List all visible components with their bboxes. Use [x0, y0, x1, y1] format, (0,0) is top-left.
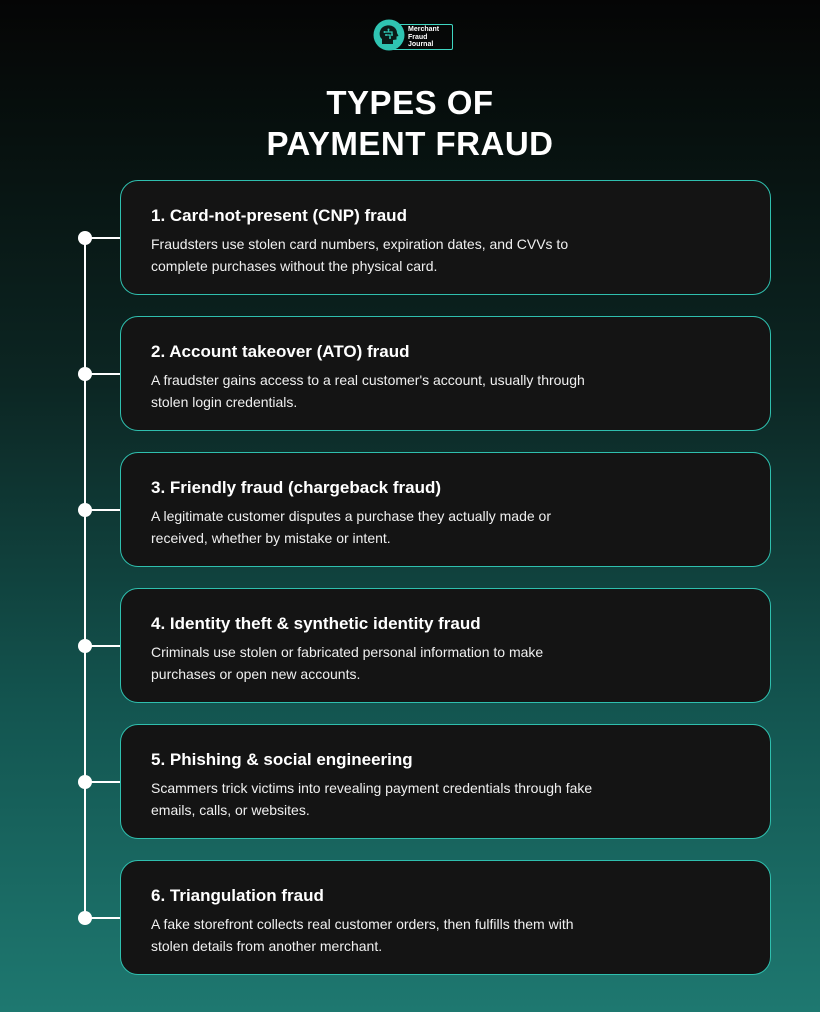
fraud-type-card-2: [120, 316, 771, 431]
timeline-dot: [78, 775, 92, 789]
timeline-dot: [78, 231, 92, 245]
logo-text: [408, 26, 452, 49]
fraud-type-description: Fraudsters use stolen card numbers, expiration dates, and CVVs to complete purchases without the physical card.: [151, 236, 569, 274]
fraud-type-title: 2. Account takeover (ATO) fraud: [151, 342, 410, 361]
timeline-line: [84, 238, 86, 918]
timeline-dot: [78, 639, 92, 653]
fraud-type-card-4: [120, 588, 771, 703]
page-title: [0, 82, 820, 164]
head-circuit-icon: [372, 18, 406, 52]
fraud-type-title: 3. Friendly fraud (chargeback fraud): [151, 478, 442, 497]
fraud-type-card-1: [120, 180, 771, 295]
title-line-2: PAYMENT FRAUD: [266, 125, 554, 162]
fraud-type-description: Scammers trick victims into revealing payment credentials through fake emails, calls, or websites.: [151, 780, 593, 818]
fraud-type-description: A fake storefront collects real customer orders, then fulfills them with stolen details from another merchant.: [151, 916, 574, 954]
fraud-type-description: A legitimate customer disputes a purchase they actually made or received, whether by mistake or intent.: [151, 508, 551, 546]
fraud-type-title: 1. Card-not-present (CNP) fraud: [151, 206, 407, 225]
logo-line-1: Merchant: [408, 26, 440, 33]
logo-line-3: Journal: [408, 41, 434, 48]
brand-logo: [372, 18, 453, 52]
timeline-dot: [78, 503, 92, 517]
fraud-type-title: 4. Identity theft & synthetic identity fraud: [151, 614, 481, 633]
timeline-dot: [78, 911, 92, 925]
fraud-type-title: 5. Phishing & social engineering: [151, 750, 413, 769]
fraud-type-card-3: [120, 452, 771, 567]
fraud-type-description: A fraudster gains access to a real customer's account, usually through stolen login credentials.: [151, 372, 585, 410]
fraud-type-description: Criminals use stolen or fabricated personal information to make purchases or open new accounts.: [151, 644, 544, 682]
fraud-type-card-6: [120, 860, 771, 975]
timeline-dot: [78, 367, 92, 381]
logo-line-2: Fraud: [408, 33, 428, 41]
fraud-type-card-5: [120, 724, 771, 839]
fraud-type-title: 6. Triangulation fraud: [151, 886, 324, 905]
title-line-1: TYPES OF: [326, 84, 494, 121]
